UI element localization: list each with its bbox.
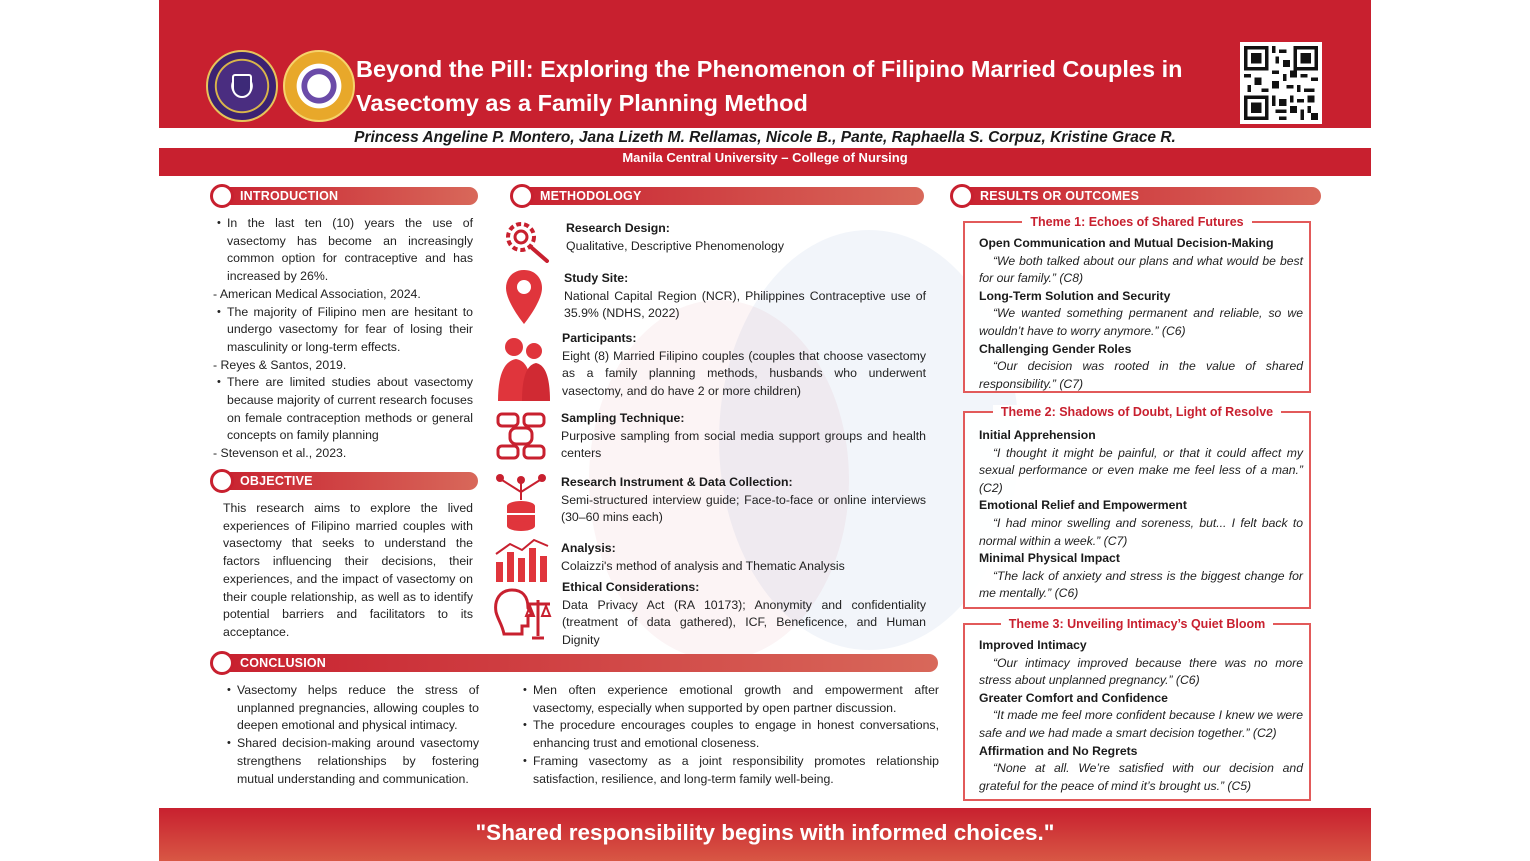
hands-together-icon [492,408,550,464]
subtheme-quote: “We both talked about our plans and what would be best for our family.” (C8) [979,253,1303,286]
database-network-icon [492,472,550,534]
location-pin-icon [504,268,544,326]
theme-title: Theme 3: Unveiling Intimacy’s Quiet Bloom [1001,617,1274,631]
method-label: Analysis: [561,541,616,555]
conclusion-left-column [223,682,479,788]
qr-code-icon[interactable] [1240,42,1322,124]
subtheme-title: Greater Comfort and Confidence [979,690,1168,705]
subtheme-title: Emotional Relief and Empowerment [979,498,1187,513]
conclusion-bullet: • Vasectomy helps reduce the stress of unplanned pregnancies, allowing couples to deepen emotional and physical intimacy. [223,682,479,735]
intro-reference: - Stevenson et al., 2023. [213,446,347,461]
method-label: Research Instrument & Data Collection: [561,475,793,489]
subtheme-quote: “None at all. We’re satisfied with our decision and grateful for the peace of mind it’s brought us.” (C5) [979,761,1303,793]
method-label: Research Design: [566,221,670,235]
method-text: National Capital Region (NCR), Philippines Contraceptive use of 35.9% (NDHS, 2022) [564,288,926,321]
intro-reference: - American Medical Association, 2024. [213,286,421,301]
conclusion-bullet: • The procedure encourages couples to engage in honest conversations, enhancing trust and emotional closeness. [519,717,939,752]
method-text: Purposive sampling from social media support groups and health centers [561,428,926,461]
results-heading: RESULTS OR OUTCOMES [952,187,1321,205]
subtheme-quote: “Our decision was rooted in the value of shared responsibility.” (C7) [979,359,1303,391]
method-text: Data Privacy Act (RA 10173); Anonymity and confidentiality (treatment of data gathered), ICF, Beneficence, and Human Dignity [562,597,926,648]
subtheme-quote: “We wanted something permanent and reliable, so we wouldn’t have to worry anymore.” (C6) [979,306,1303,338]
method-ethics [562,579,926,650]
authors-line: Princess Angeline P. Montero, Jana Lizeth M. Rellamas, Nicole B., Pante, Raphaella S. Corpuz, Kristine Grace R. [159,128,1371,148]
poster-title: Beyond the Pill: Exploring the Phenomenon of Filipino Married Couples in Vasectomy as a Family Planning Method [356,56,1183,116]
intro-bullet: • There are limited studies about vasectomy because majority of current research focuses on female contraception methods or general concepts on family planning [213,374,473,445]
subtheme-title: Affirmation and No Regrets [979,743,1138,758]
method-text: Eight (8) Married Filipino couples (couples that choose vasectomy as a family planning methods, husbands who underwent vasectomy, and do have 2 or more children) [562,348,926,399]
research-poster [159,0,1371,861]
intro-reference: - Reyes & Santos, 2019. [213,357,347,372]
method-research-design [566,220,926,255]
conclusion-bullet: • Men often experience emotional growth and empowerment after vasectomy, especially when supported by open partner discussion. [519,682,939,717]
subtheme-quote: “I thought it might be painful, or that it could affect my sexual performance or even make me feel less of a man.” (C2) [979,445,1303,495]
poster-header [159,0,1371,128]
theme-title: Theme 1: Echoes of Shared Futures [1022,215,1251,229]
theme-3-box [963,617,1311,801]
subtheme-title: Initial Apprehension [979,428,1096,442]
footer-tagline: "Shared responsibility begins with informed choices." [159,808,1371,861]
method-instrument [561,474,926,527]
intro-bullet: • The majority of Filipino men are hesitant to undergo vasectomy for fear of losing their masculinity or long-term effects. [213,304,473,357]
objective-text: This research aims to explore the lived experiences of Filipino married couples with vasectomy that seeks to understand the factors influencing their decisions, their experiences, and the impact of vasectomy on their couple relationship, as well as to identify potential barriers and facilitators to its acceptance. [223,501,473,639]
conclusion-right-column [519,682,939,788]
couple-icon [492,335,554,401]
theme-title: Theme 2: Shadows of Doubt, Light of Resolve [993,405,1281,419]
bar-chart-icon [492,538,552,582]
introduction-body [213,215,473,463]
method-study-site [564,270,926,323]
subtheme-title: Minimal Physical Impact [979,551,1120,566]
ethics-scale-icon [492,586,554,642]
objective-heading: OBJECTIVE [212,472,478,490]
subtheme-title: Open Communication and Mutual Decision-Making [979,236,1274,250]
subtheme-quote: “The lack of anxiety and stress is the biggest change for me mentally.” (C6) [979,568,1303,601]
intro-bullet: • In the last ten (10) years the use of vasectomy has become an increasingly common option for contraceptive and has increased by 26%. [213,215,473,286]
method-text: Colaizzi's method of analysis and Thematic Analysis [561,558,845,573]
subtheme-quote: “It made me feel more confident because I knew we were safe and we had made a smart decision together.” (C2) [979,708,1303,740]
conclusion-bullet: • Shared decision-making around vasectomy strengthens relationships by fostering mutual understanding and communication. [223,735,479,788]
method-sampling [561,410,926,463]
subtheme-quote: “I had minor swelling and soreness, but... I felt back to normal within a week.” (C7) [979,515,1303,548]
methodology-heading: METHODOLOGY [512,187,924,205]
university-seal-logo [206,50,278,122]
method-text: Qualitative, Descriptive Phenomenology [566,238,785,253]
conclusion-bullet: • Framing vasectomy as a joint responsibility promotes relationship satisfaction, resilience, and long-term family well-being. [519,753,939,788]
method-analysis [561,540,926,575]
gear-search-icon [499,215,553,263]
theme-1-box [963,215,1311,393]
college-of-nursing-seal-logo [283,50,355,122]
subtheme-title: Long-Term Solution and Security [979,288,1171,303]
method-participants [562,330,926,401]
subtheme-title: Improved Intimacy [979,638,1087,652]
institution-line: Manila Central University – College of Nursing [159,148,1371,176]
method-label: Participants: [562,331,637,345]
method-label: Study Site: [564,271,629,285]
subtheme-quote: “Our intimacy improved because there was no more stress about unplanned pregnancy.” (C6) [979,655,1303,688]
introduction-heading: INTRODUCTION [212,187,478,205]
theme-2-box [963,405,1311,609]
conclusion-heading: CONCLUSION [212,654,938,672]
method-label: Sampling Technique: [561,411,685,425]
method-label: Ethical Considerations: [562,580,700,594]
subtheme-title: Challenging Gender Roles [979,341,1132,356]
method-text: Semi-structured interview guide; Face-to-face or online interviews (30–60 mins each) [561,492,926,525]
